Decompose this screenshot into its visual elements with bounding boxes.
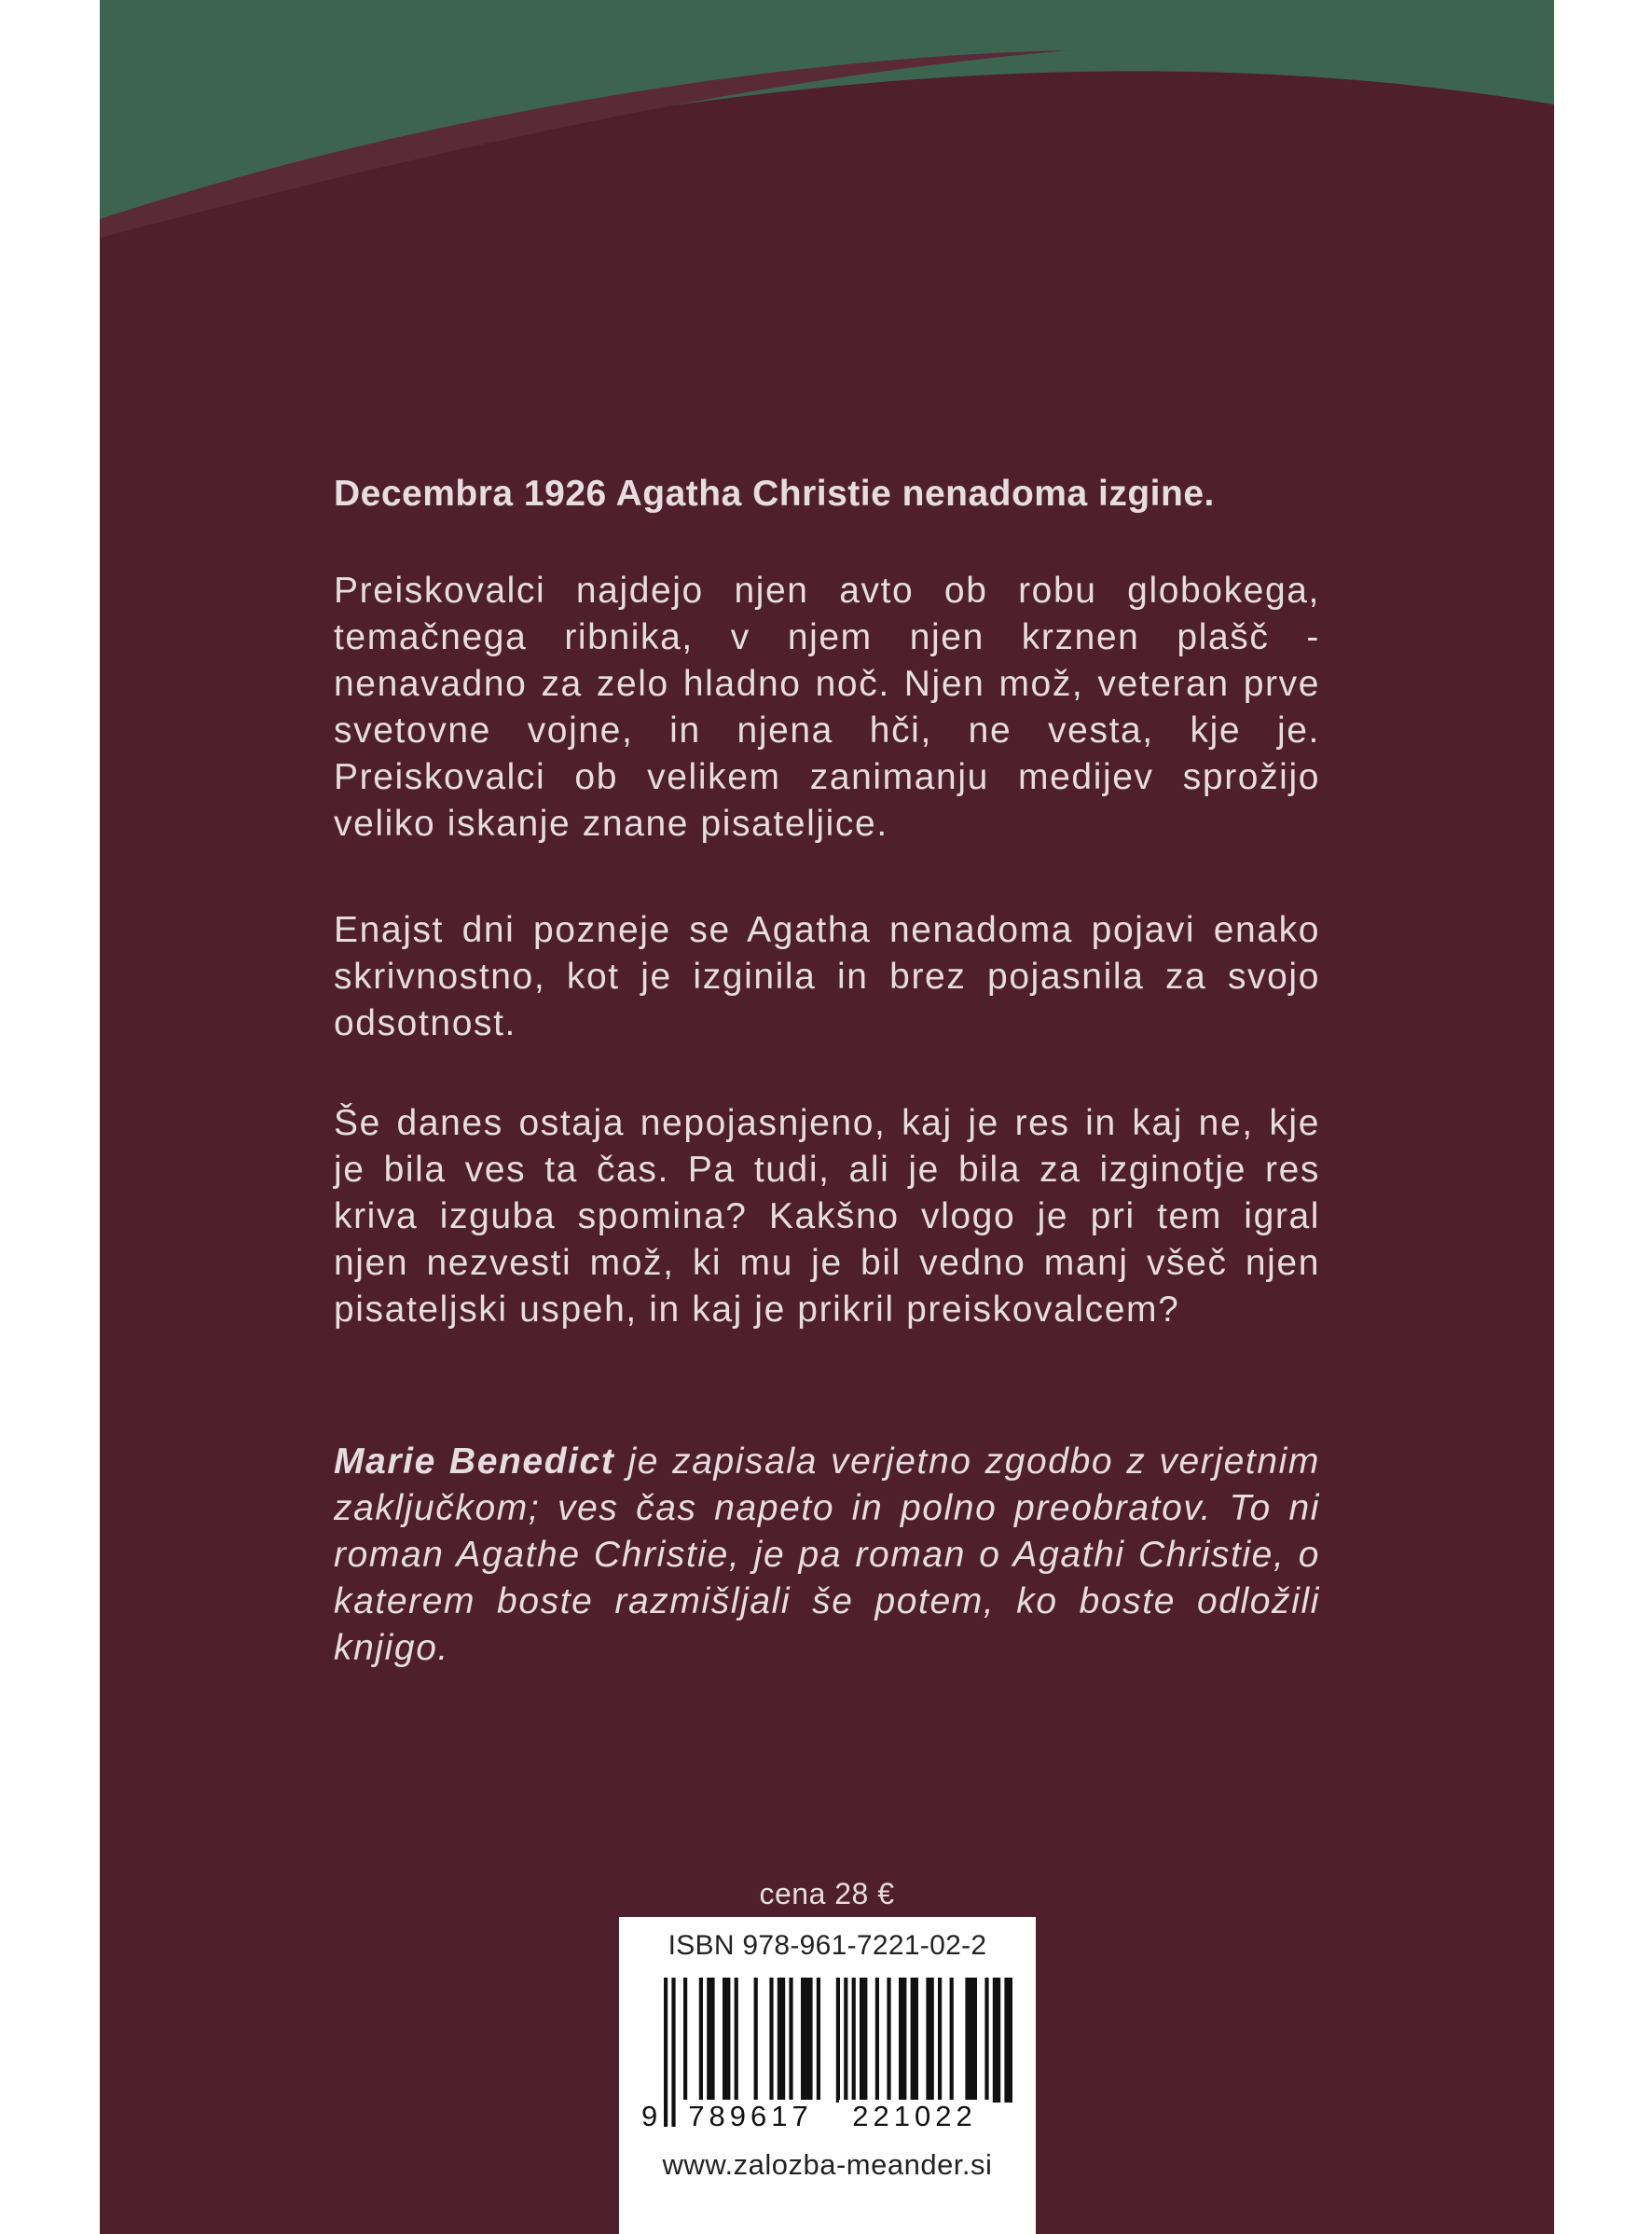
barcode-bar (899, 1978, 906, 2103)
barcode-bar (699, 1978, 703, 2103)
price-label: cena 28 € (759, 1877, 895, 1910)
barcode-bar (926, 1978, 933, 2103)
barcode-bar (735, 1978, 738, 2103)
barcode-bar (801, 1978, 813, 2103)
barcode-bar (754, 1978, 758, 2103)
barcode-bar (769, 1978, 773, 2103)
barcode-left-digits: 789617 (677, 2100, 824, 2133)
cover-swoosh-graphic (100, 0, 1554, 242)
barcode-bar (778, 1978, 785, 2103)
barcode-panel (619, 1917, 1036, 2234)
barcode-bar (875, 1978, 879, 2103)
barcode-bar (938, 1978, 942, 2103)
barcode-bar (984, 1978, 988, 2103)
barcode-bar (860, 1978, 867, 2103)
author-name: Marie Benedict (334, 1441, 615, 1482)
blurb-paragraph-3: Še danes ostaja nepojasnjeno, kaj je res in kaj ne, kje je bila ves ta čas. Pa tudi, ali je bila za izginotje res kriva izguba spomina? Kakšno vlogo je pri tem igral njen nezvesti mož, ki mu je bil vedno manj všeč njen pisateljski uspeh, in kaj je prikril preiskovalcem? (334, 1103, 1320, 1330)
blurb-paragraph-1: Preiskovalci najdejo njen avto ob robu globokega, temačnega ribnika, v njem njen krznen plašč - nenavadno za zelo hladno noč. Njen mož, veteran prve svetovne vojne, in njena hči, ne vesta, kje je. Preiskovalci ob velikem zanimanju medijev sprožijo veliko iskanje znane pisateljice. (334, 571, 1320, 844)
barcode-bar (723, 1978, 730, 2103)
publisher-website: www.zalozba-meander.si (662, 2148, 993, 2181)
isbn-label: ISBN 978-961-7221-02-2 (668, 1930, 987, 1961)
barcode-bar (911, 1978, 918, 2103)
blurb-lead: Decembra 1926 Agatha Christie nenadoma izgine. (334, 474, 1215, 514)
barcode-bar (993, 1978, 1000, 2103)
barcode-bar (950, 1978, 954, 2103)
barcode-bar (707, 1978, 714, 2103)
barcode-right-digits: 221022 (839, 2100, 990, 2133)
barcode-bar (683, 1978, 687, 2103)
barcode-bar (887, 1978, 890, 2103)
back-cover (100, 0, 1554, 2234)
barcode-first-digit: 9 (641, 2100, 658, 2132)
barcode-bar (817, 1978, 820, 2103)
barcode-bar (1004, 1978, 1012, 2103)
blurb-paragraph-4-text: je zapisala verjetno zgodbo z verjetnim zaključkom; ves čas napeto in polno preobratov. To ni roman Agathe Christie, je pa roman o Agathi Christie, o katerem boste razmišljali še potem, ko boste odložili knjigo. (334, 1441, 1320, 1668)
barcode-bar (965, 1978, 977, 2103)
barcode-bar (836, 1978, 840, 2103)
barcode-bar (789, 1978, 792, 2103)
blurb-paragraph-2: Enajst dni pozneje se Agatha nenadoma pojavi enako skrivnostno, kot je izginila in brez pojasnila za svojo odsotnost. (334, 910, 1320, 1043)
blurb-paragraph-4 (334, 1439, 1320, 1672)
barcode-bar (664, 1978, 668, 2127)
barcode-bar (671, 1978, 675, 2127)
